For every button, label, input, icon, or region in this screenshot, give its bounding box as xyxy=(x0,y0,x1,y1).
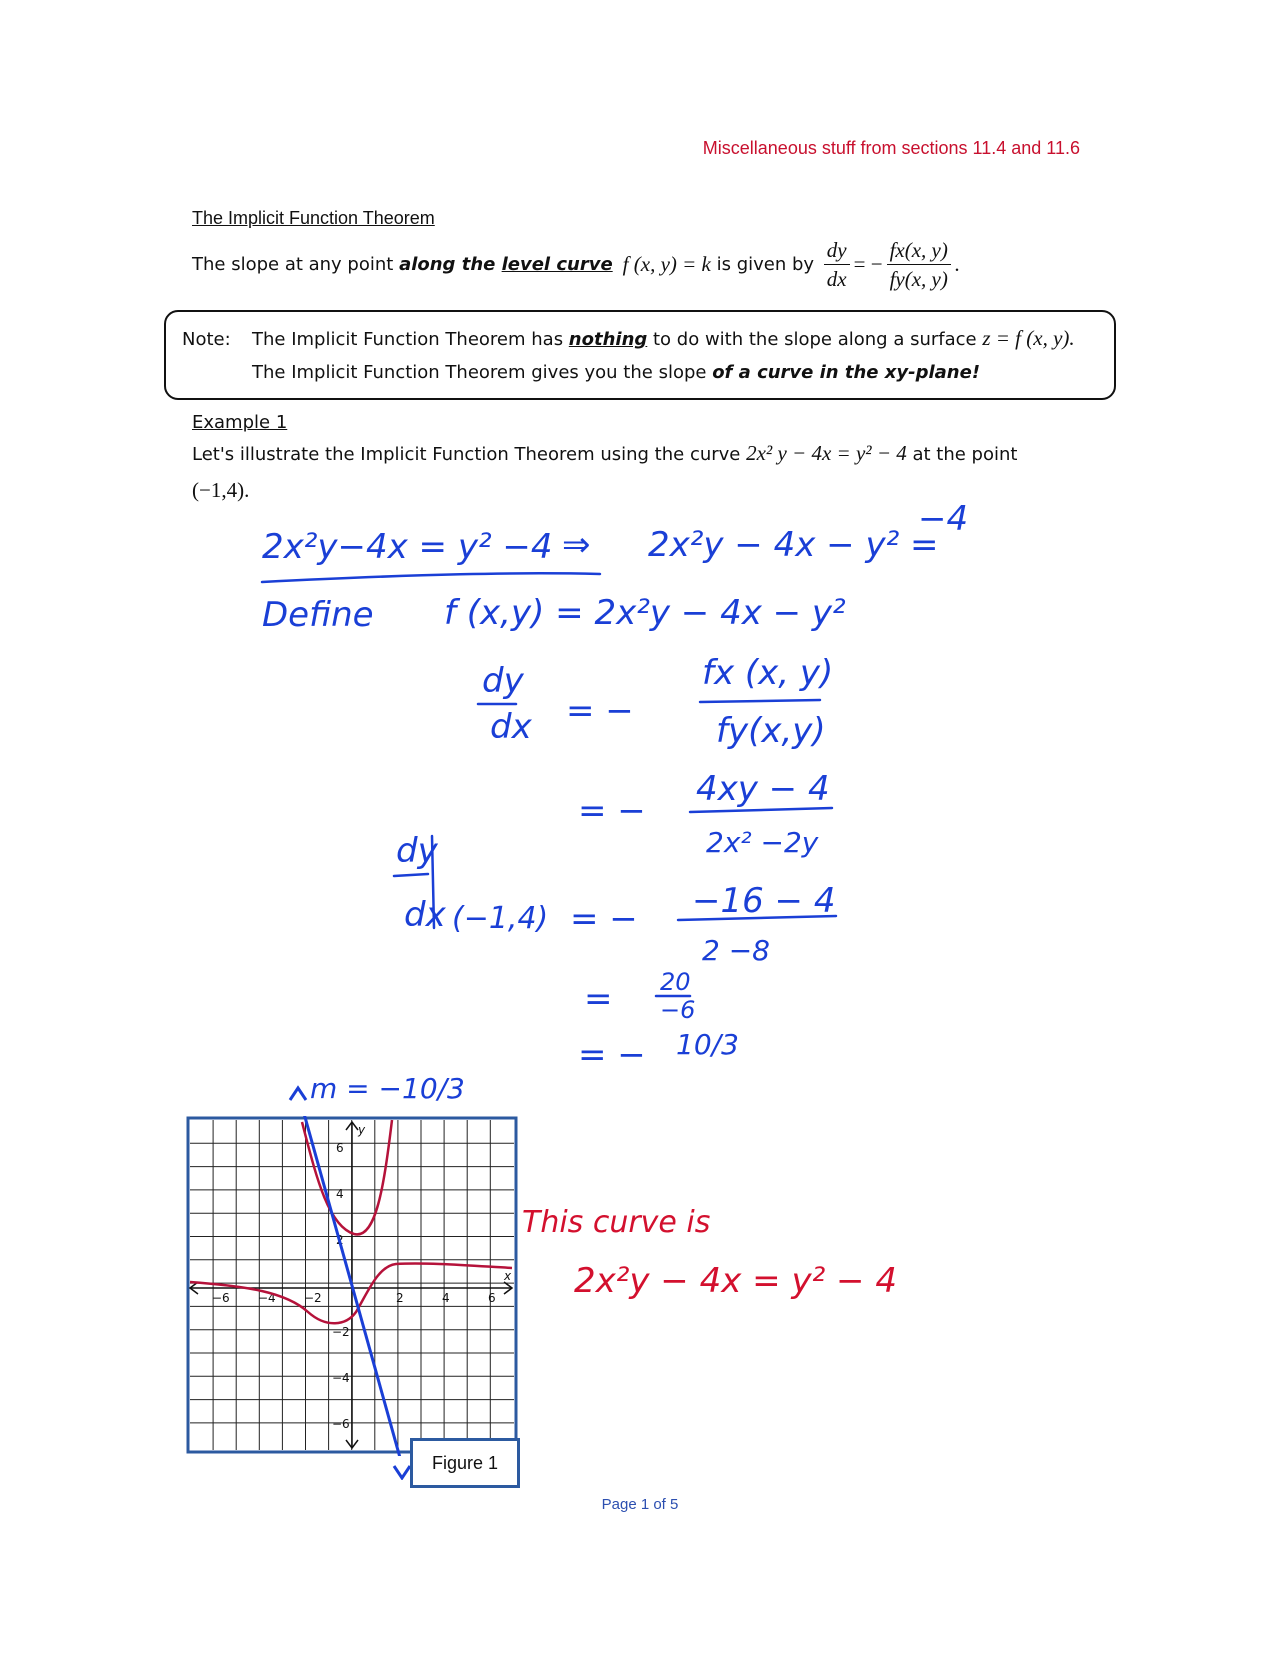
tangent-arrowheads xyxy=(280,1080,440,1480)
theorem-emph-along: along the xyxy=(399,254,502,275)
hw-slope-label: m = −10/3 xyxy=(310,1072,465,1105)
note-emph-nothing: nothing xyxy=(568,329,648,350)
y-tick-2: 2 xyxy=(336,1233,344,1247)
hw-implies-arrow: ⇒ xyxy=(562,525,591,565)
fy-denominator: fy(x, y) xyxy=(889,267,948,291)
y-tick-6: 6 xyxy=(336,1141,344,1155)
tangent-top-arrow xyxy=(290,1088,306,1100)
hw-fy: fy(x,y) xyxy=(716,711,826,751)
hw-eq-minus-2: = − xyxy=(578,791,646,831)
hw-num-4: 20 xyxy=(660,968,691,996)
note-line-1-text-a: The Implicit Function Theorem has xyxy=(252,329,569,350)
x-tick-4: 4 xyxy=(442,1291,450,1305)
theorem-curve-math: f (x, y) = k xyxy=(622,252,711,276)
x-tick-2: 2 xyxy=(396,1291,404,1305)
x-tick-neg6: −6 xyxy=(212,1291,230,1305)
hw-frac-bar-1 xyxy=(700,700,820,702)
hw-line1-constant: −4 xyxy=(918,499,969,539)
hw-eq-minus-3: = − xyxy=(570,899,638,939)
hw-red-caption: This curve is xyxy=(522,1205,711,1240)
y-tick-neg6: −6 xyxy=(332,1417,350,1431)
y-tick-4: 4 xyxy=(336,1187,344,1201)
example-title: Example 1 xyxy=(192,412,288,433)
hw-line1-left: 2x²y−4x = y² −4 xyxy=(262,527,553,567)
figure-label: Figure 1 xyxy=(410,1438,520,1488)
hw-eval-point: (−1,4) xyxy=(452,901,549,936)
hw-den-4: −6 xyxy=(660,996,696,1024)
note-label: Note: xyxy=(182,329,231,350)
y-tick-neg4: −4 xyxy=(332,1371,350,1385)
hw-fx: fx (x, y) xyxy=(702,653,834,693)
hw-den-3: 2 −8 xyxy=(702,934,770,967)
note-surface-math: z = f (x, y). xyxy=(982,326,1075,350)
example-curve-math: 2x² y − 4x = y² − 4 xyxy=(746,441,907,465)
theorem-text-1: The slope at any point xyxy=(192,254,400,275)
hw-frac-bar-eval xyxy=(394,874,428,876)
fx-numerator: fx(x, y) xyxy=(887,236,951,265)
theorem-period: . xyxy=(954,252,961,276)
example-text-a: Let's illustrate the Implicit Function Theorem using the curve xyxy=(192,444,747,465)
hw-line1-right: 2x²y − 4x − y² = xyxy=(648,525,939,565)
x-tick-neg4: −4 xyxy=(258,1291,276,1305)
section-title: The Implicit Function Theorem xyxy=(192,208,435,228)
page-header: Miscellaneous stuff from sections 11.4 and 11.6 xyxy=(702,138,1080,158)
x-tick-6: 6 xyxy=(488,1291,496,1305)
equals-minus: = − xyxy=(853,252,883,276)
hw-eval-dy: dy xyxy=(396,831,438,871)
hw-red-equation: 2x²y − 4x = y² − 4 xyxy=(574,1261,897,1301)
theorem-text-2: is given by xyxy=(710,254,820,275)
example-point: (−1,4). xyxy=(192,478,250,502)
hw-den-2: 2x² −2y xyxy=(706,826,819,859)
hw-num-2: 4xy − 4 xyxy=(696,769,830,809)
hw-define: Define xyxy=(262,595,374,635)
theorem-emph-level-curve: level curve xyxy=(501,254,613,275)
note-line-1-text-c: to do with the slope along a surface xyxy=(647,329,983,350)
hw-result: 10/3 xyxy=(676,1028,739,1061)
hw-eq-minus-1: = − xyxy=(566,691,634,731)
y-tick-neg2: −2 xyxy=(332,1325,350,1339)
hw-eq-minus-5: = − xyxy=(578,1035,646,1075)
hw-dx: dx xyxy=(490,707,532,747)
hw-underline-1 xyxy=(262,573,600,582)
hw-num-3: −16 − 4 xyxy=(692,881,836,921)
hw-dy: dy xyxy=(482,661,524,701)
x-tick-neg2: −2 xyxy=(304,1291,322,1305)
note-emph-xy-plane: of a curve in the xy-plane! xyxy=(712,362,981,383)
dx-denominator: dx xyxy=(826,267,847,291)
x-axis-label: x xyxy=(504,1269,512,1283)
hw-eval-dx: dx xyxy=(404,895,446,935)
page-footer: Page 1 of 5 xyxy=(601,1496,679,1513)
y-axis-label: y xyxy=(358,1123,366,1137)
example-text-b: at the point xyxy=(906,444,1018,465)
hw-define-f: f (x,y) = 2x²y − 4x − y² xyxy=(444,593,846,633)
tangent-bottom-arrow xyxy=(394,1466,410,1478)
hw-eq-4: = xyxy=(584,979,613,1019)
dy-numerator: dy xyxy=(824,236,850,265)
note-line-2-text-a: The Implicit Function Theorem gives you the slope xyxy=(252,362,713,383)
